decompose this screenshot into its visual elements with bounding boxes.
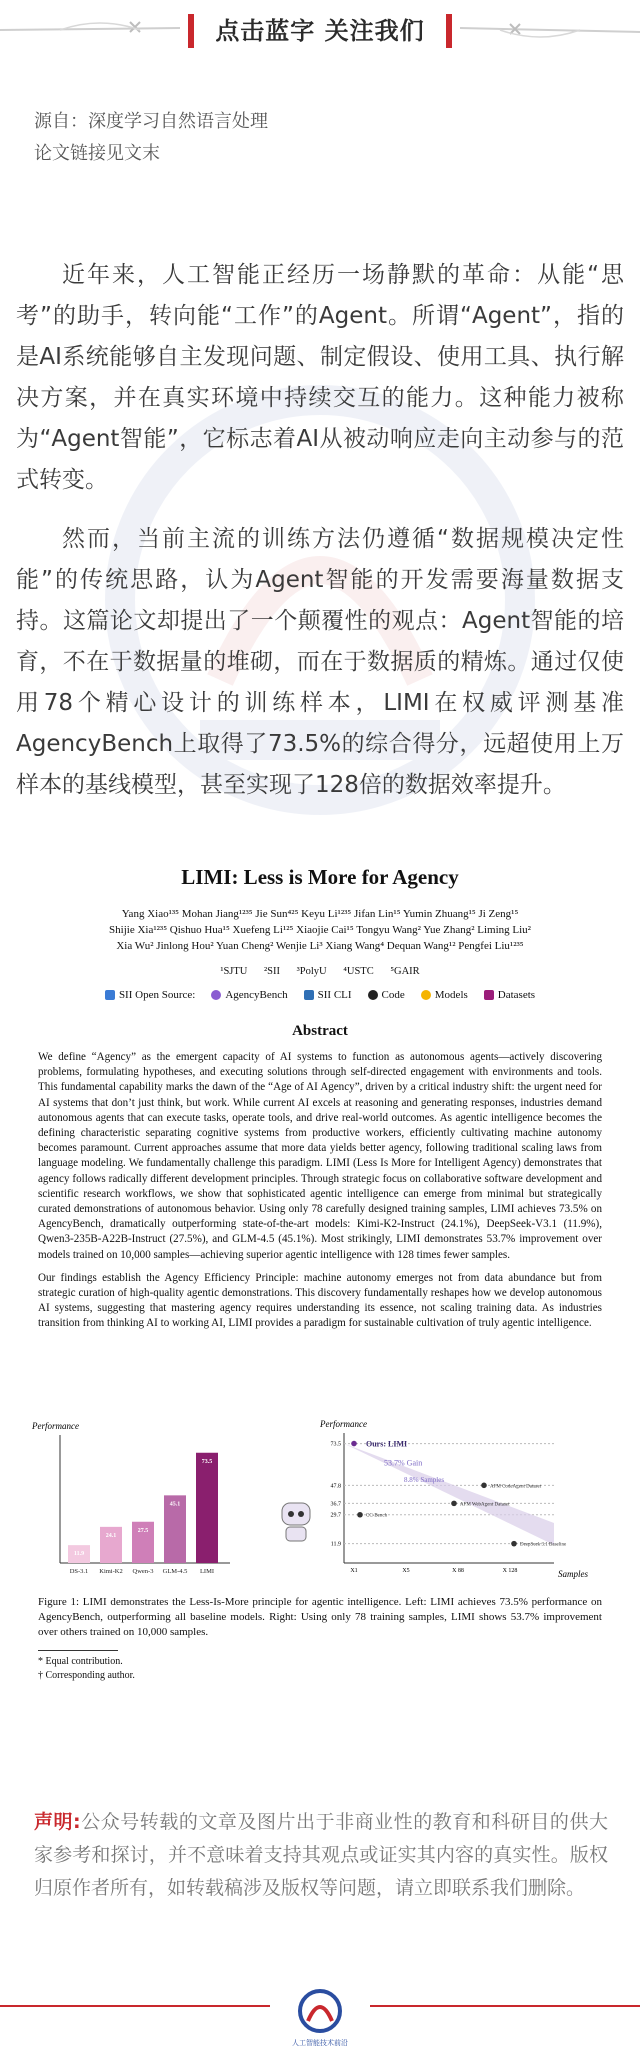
bar-value-label: 24.1 (105, 1532, 117, 1539)
annotation-webagent: AFM WebAgent Dataset (460, 1502, 510, 1508)
footnote-corresponding: † Corresponding author. (38, 1670, 135, 1681)
link-models[interactable]: Models (421, 989, 468, 1001)
footnote-equal: * Equal contribution. (38, 1656, 123, 1667)
annotation-samples: 8.8% Samples (404, 1475, 445, 1484)
footer-rule-right (370, 2005, 640, 2007)
paper-affiliations: ¹SJTU ²SII ³PolyU ⁴USTC ⁵GAIR (220, 966, 420, 977)
robot-icon (276, 1495, 316, 1545)
bar-category-label: DS-3.1 (69, 1568, 89, 1575)
paper-links (30, 989, 610, 1001)
y-tick-label: 47.8 (330, 1483, 341, 1490)
sii-icon (105, 990, 115, 1000)
authors-line: Shijie Xia¹²³⁵ Qishuo Hua¹⁵ Xuefeng Li¹²⁵ Xiaojie Cai¹⁵ Tongyu Wang² Yue Zhang² Liming Liu² (109, 924, 531, 936)
scatter-chart (320, 1415, 610, 1585)
huggingface-icon (421, 990, 431, 1000)
point-limi (351, 1441, 357, 1447)
paper-figure (30, 855, 610, 1681)
dataset-icon (484, 990, 494, 1000)
bar-value-label: 27.5 (137, 1527, 149, 1534)
copyright-statement (34, 1806, 608, 1905)
link-open-source[interactable]: SII Open Source: (105, 989, 195, 1001)
banner-bar-right (446, 14, 452, 48)
source-line: 源自：深度学习自然语言处理 (34, 111, 268, 132)
point-deepseek (511, 1541, 517, 1547)
footer-rule-left (0, 2005, 270, 2007)
bar-category-label: Qwen-3 (132, 1568, 154, 1575)
statement-text: 公众号转载的文章及图片出于非商业性的教育和科研目的供大家参考和探讨，并不意味着支持其观点或证实其内容的真实性。版权归原作者所有，如转载稿涉及版权等问题，请立即联系我们删除。 (34, 1811, 608, 1899)
article-paragraph-1: 近年来，人工智能正经历一场静默的革命：从能“思考”的助手，转向能“工作”的Agent。所谓“Agent”，指的是AI系统能够自主发现问题、制定假设、使用工具、执行解决方案，并在真实环境中持续交互的能力。这种能力被称为“Agent智能”，它标志着AI从被动响应走向主动参与的范式转变。 (16, 262, 624, 493)
bar-category-label: LIMI (199, 1568, 215, 1575)
figure-caption: Figure 1: LIMI demonstrates the Less-Is-More principle for agentic intelligence. Left: LIMI achieves 73.5% performance on AgencyBench, outperforming all baseline models. Right: Using only 78 training samples, LIMI shows 53.7% improvement over others trained on 10,000 samples. (38, 1596, 602, 1638)
annotation-gain: 53.7% Gain (384, 1458, 423, 1468)
statement-label: 声明: (34, 1811, 81, 1833)
cli-icon (304, 990, 314, 1000)
point-codeagent (481, 1483, 487, 1489)
annotation-deepseek: DeepSeek 3.1 Baseline (520, 1542, 567, 1548)
footer-logo-text: 人工智能技术前沿 (292, 2039, 348, 2047)
bar-category-label: Kimi-K2 (99, 1568, 123, 1575)
authors-line: Yang Xiao¹³⁵ Mohan Jiang¹²³⁵ Jie Sun⁴²⁵ Keyu Li¹²³⁵ Jifan Lin¹⁵ Yumin Zhuang¹⁵ Ji Zeng¹⁵ (121, 908, 519, 920)
annotation-ccbench: CC-Bench (366, 1513, 388, 1519)
bar-limi (196, 1453, 218, 1563)
x-tick-label: X 88 (452, 1568, 464, 1574)
abstract-paragraph-1: We define “Agency” as the emergent capacity of AI systems to function as autonomous agents—actively discovering problems, formulating hypotheses, and executing solutions through self-directed engagement with environments and tools. This fundamental capability marks the dawn of the “Age of AI Agency”, driven by a critical industry shift: the urgent need for AI systems that don’t just think, but work. While current AI excels at reasoning and generating responses, industries demand autonomous agents that can execute tasks, operate tools, and drive real-world outcomes. As agentic intelligence becomes the defining characteristic separating cognitive systems from productive workers, efficiently cultivating machine autonomy becomes paramount. Current approaches assume that more data yields better agency, following traditional scaling laws from language modeling. We fundamentally challenge this paradigm. LIMI (Less Is More for Intelligent Agency) demonstrates that agency follows radically different development principles. Through strategic focus on collaborative software development and scientific research workflows, we show that sophisticated agentic intelligence can emerge from minimal but strategically curated demonstrations of autonomous behavior. Using only 78 carefully designed training samples, LIMI achieves 73.5% on AgencyBench, dramatically outperforming state-of-the-art models: Kimi-K2-Instruct (24.1%), DeepSeek-V3.1 (11.9%), Qwen3-235B-A22B-Instruct (27.5%), and GLM-4.5 (45.1%). Most strikingly, LIMI demonstrates 53.7% improvement over models trained on 10,000 samples—achieving superior agentic intelligence with 128 times fewer samples. (38, 1051, 602, 1261)
bar-value-label: 11.9 (73, 1551, 85, 1558)
link-agencybench[interactable]: AgencyBench (211, 989, 287, 1001)
github-icon (368, 990, 378, 1000)
footnotes (38, 1655, 135, 1683)
y-tick-label: 29.7 (330, 1512, 341, 1519)
article-body (16, 255, 624, 824)
footnote-rule (38, 1650, 118, 1651)
article-paragraph-2: 然而，当前主流的训练方法仍遵循“数据规模决定性能”的传统思路，认为Agent智能的开发需要海量数据支持。这篇论文却提出了一个颠覆性的观点：Agent智能的培育，不在于数据量的堆砌，而在于数据质的精炼。通过仅使用78个精心设计的训练样本，LIMI在权威评测基准AgencyBench上取得了73.5%的综合得分，远超使用上万样本的基线模型，甚至实现了128倍的数据效率提升。 (16, 526, 624, 798)
paper-title: LIMI: Less is More for Agency (181, 865, 459, 889)
point-ccbench (357, 1512, 363, 1518)
paper-link-note: 论文链接见文末 (34, 143, 160, 164)
banner-title: 点击蓝字 关注我们 (215, 17, 425, 45)
link-code[interactable]: Code (368, 989, 405, 1001)
y-tick-label: 36.7 (330, 1501, 341, 1508)
point-webagent (451, 1501, 457, 1507)
gain-region (344, 1444, 554, 1545)
y-axis-label: Performance (320, 1419, 367, 1429)
annotation-ours: Ours: LIMI (366, 1439, 408, 1449)
bar-value-label: 45.1 (169, 1501, 181, 1508)
abstract-title: Abstract (292, 1023, 348, 1039)
x-tick-label: X 128 (502, 1568, 518, 1574)
agencybench-icon (211, 990, 221, 1000)
abstract-paragraph-2: Our findings establish the Agency Efficiency Principle: machine autonomy emerges not from data abundance but from strategic curation of high-quality agentic demonstrations. This discovery fundamentally reshapes how we develop autonomous AI systems, suggesting that mastering agency requires understanding its essence, not scaling training data. As industries transition from thinking AI to working AI, LIMI provides a paradigm for sustainable cultivation of truly agentic intelligence. (38, 1271, 602, 1330)
paper-authors (30, 906, 610, 954)
y-tick-label: 11.9 (330, 1541, 341, 1548)
link-datasets[interactable]: Datasets (484, 989, 535, 1001)
y-tick-label: 73.5 (330, 1441, 341, 1448)
footer-logo-icon (288, 1985, 352, 2049)
bar-category-label: GLM-4.5 (162, 1568, 188, 1575)
header-banner (0, 0, 640, 62)
x-axis-label: Samples (558, 1569, 588, 1579)
link-sii-cli[interactable]: SII CLI (304, 989, 352, 1001)
x-tick-label: X1 (350, 1568, 358, 1574)
annotation-codeagent: AFM CodeAgent Dataset (490, 1484, 542, 1490)
x-tick-label: X5 (402, 1568, 410, 1574)
authors-line: Xia Wu² Jinlong Hou² Yuan Cheng² Wenjie Li³ Xiang Wang⁴ Dequan Wang¹² Pengfei Liu¹²³⁵ (116, 940, 524, 952)
source-block (34, 106, 268, 170)
paper-figures (30, 1415, 610, 1585)
y-axis-label: Performance (32, 1421, 79, 1431)
bar-value-label: 73.5 (201, 1458, 213, 1465)
